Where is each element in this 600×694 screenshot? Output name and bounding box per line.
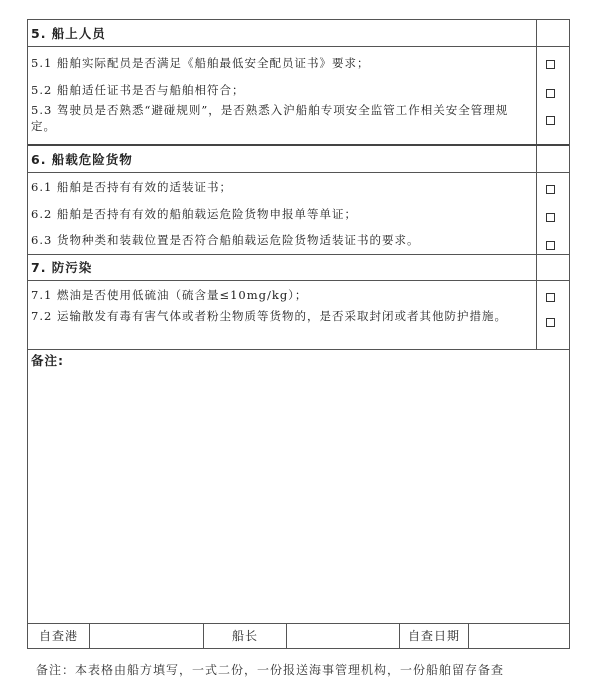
remarks-input-area[interactable]	[28, 370, 569, 622]
item-6-1: 6.1 船舶是否持有有效的适装证书；	[31, 180, 232, 194]
checkbox-6-1[interactable]	[546, 185, 555, 194]
checkbox-6-3[interactable]	[546, 241, 555, 250]
remarks-label: 备注:	[31, 353, 64, 368]
port-field[interactable]	[90, 624, 203, 648]
checkbox-5-3[interactable]	[546, 116, 555, 125]
section-7-divider	[28, 280, 569, 281]
date-label: 自查日期	[407, 629, 460, 643]
remarks-top-border	[28, 349, 569, 350]
port-label: 自查港	[38, 629, 78, 643]
checkbox-7-2[interactable]	[546, 318, 555, 327]
checkbox-7-1[interactable]	[546, 293, 555, 302]
item-6-3: 6.3 货物种类和装载位置是否符合船舶载运危险货物适装证书的要求。	[31, 233, 420, 247]
section-7-top-border	[28, 254, 569, 255]
item-7-2: 7.2 运输散发有毒有害气体或者粉尘物质等货物的，是否采取封闭或者其他防护措施。	[31, 309, 507, 323]
date-field[interactable]	[469, 624, 569, 648]
section-6-title: 6. 船载危险货物	[31, 152, 133, 167]
item-5-1: 5.1 船舶实际配员是否满足《船舶最低安全配员证书》要求；	[31, 56, 370, 70]
section-7-title: 7. 防污染	[31, 260, 93, 275]
item-7-1: 7.1 燃油是否使用低硫油（硫含量≤10mg/kg）；	[31, 288, 308, 302]
checkbox-column-divider	[536, 20, 537, 350]
captain-label: 船长	[231, 629, 258, 643]
captain-field[interactable]	[287, 624, 399, 648]
form-footnote: 备注：本表格由船方填写，一式二份，一份报送海事管理机构，一份船舶留存备查	[36, 663, 505, 677]
section-6-top-border	[28, 144, 569, 146]
item-5-2: 5.2 船舶适任证书是否与船舶相符合；	[31, 83, 245, 97]
section-5-title: 5. 船上人员	[31, 26, 106, 41]
inspection-form-table	[27, 19, 570, 649]
checkbox-6-2[interactable]	[546, 213, 555, 222]
item-6-2: 6.2 船舶是否持有有效的船舶载运危险货物申报单等单证；	[31, 207, 357, 221]
checkbox-5-1[interactable]	[546, 60, 555, 69]
section-5-divider	[28, 46, 569, 47]
item-5-3: 5.3 驾驶员是否熟悉“避碰规则”，是否熟悉入沪船舶专项安全监管工作相关安全管理规定。	[31, 103, 509, 133]
checkbox-5-2[interactable]	[546, 89, 555, 98]
section-6-divider	[28, 172, 569, 173]
